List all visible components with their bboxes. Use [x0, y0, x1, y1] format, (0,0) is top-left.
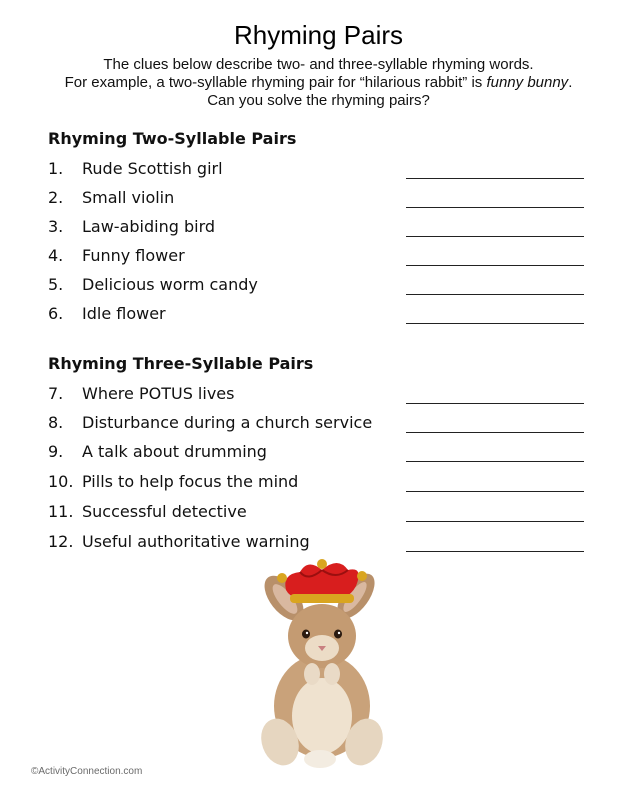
item-clue: Law-abiding bird: [82, 217, 216, 236]
jester-hat-band: [290, 594, 354, 603]
item-number: 11.: [48, 502, 74, 521]
answer-line[interactable]: [406, 491, 584, 492]
answer-line[interactable]: [406, 551, 584, 552]
list-item: [48, 442, 588, 466]
item-number: 7.: [48, 384, 64, 403]
item-clue: A talk about drumming: [82, 442, 267, 461]
bunny-paw-right: [324, 663, 340, 685]
intro-line-2-suffix: .: [568, 74, 573, 91]
item-number: 5.: [48, 275, 64, 294]
item-clue: Delicious worm candy: [82, 275, 258, 294]
list-item: [48, 304, 588, 328]
list-item: [48, 246, 588, 270]
item-number: 10.: [48, 472, 74, 491]
answer-line[interactable]: [406, 461, 584, 462]
jester-hat-bell-right: [357, 571, 367, 581]
answer-line[interactable]: [406, 521, 584, 522]
intro-example: funny bunny: [486, 74, 569, 91]
bunny-eye-right: [334, 630, 342, 639]
item-clue: Small violin: [82, 188, 175, 207]
answer-line[interactable]: [406, 432, 584, 433]
item-number: 2.: [48, 188, 64, 207]
list-item: [48, 472, 588, 496]
item-clue: Successful detective: [82, 502, 247, 521]
section-heading-two-syllable: Rhyming Two-Syllable Pairs: [48, 129, 297, 148]
item-number: 4.: [48, 246, 64, 265]
jester-hat-bell-left: [277, 573, 287, 583]
list-item: [48, 502, 588, 526]
bunny-tail: [304, 750, 336, 768]
answer-line[interactable]: [406, 178, 584, 179]
item-number: 12.: [48, 532, 74, 551]
intro-text: [0, 56, 637, 110]
list-item: [48, 217, 588, 241]
item-clue: Where POTUS lives: [82, 384, 235, 403]
item-number: 6.: [48, 304, 64, 323]
bunny-with-jester-hat-icon: [252, 556, 392, 770]
intro-line-2-prefix: For example, a two-syllable rhyming pair for “hilarious rabbit” is: [64, 74, 487, 91]
answer-line[interactable]: [406, 236, 584, 237]
intro-line-2: [0, 74, 637, 92]
answer-line[interactable]: [406, 207, 584, 208]
answer-line[interactable]: [406, 294, 584, 295]
answer-line[interactable]: [406, 323, 584, 324]
item-clue: Idle flower: [82, 304, 166, 323]
jester-hat-bell-center: [317, 559, 327, 569]
intro-line-1: The clues below describe two- and three-syllable rhyming words.: [103, 56, 534, 73]
item-number: 8.: [48, 413, 64, 432]
item-clue: Funny flower: [82, 246, 185, 265]
list-item: [48, 188, 588, 212]
bunny-paw-left: [304, 663, 320, 685]
copyright-text: ©ActivityConnection.com: [31, 766, 143, 777]
item-clue: Rude Scottish girl: [82, 159, 223, 178]
item-clue: Disturbance during a church service: [82, 413, 373, 432]
list-item: [48, 384, 588, 408]
answer-line[interactable]: [406, 265, 584, 266]
intro-line-3: Can you solve the rhyming pairs?: [207, 92, 430, 109]
list-item: [48, 159, 588, 183]
answer-line[interactable]: [406, 403, 584, 404]
item-number: 3.: [48, 217, 64, 236]
list-item: [48, 413, 588, 437]
item-clue: Pills to help focus the mind: [82, 472, 299, 491]
page-title: Rhyming Pairs: [233, 20, 404, 50]
item-number: 9.: [48, 442, 64, 461]
item-number: 1.: [48, 159, 64, 178]
section-heading-three-syllable: Rhyming Three-Syllable Pairs: [48, 354, 314, 373]
bunny-illustration: [252, 556, 392, 770]
item-clue: Useful authoritative warning: [82, 532, 310, 551]
list-item: [48, 275, 588, 299]
list-item: [48, 532, 588, 556]
bunny-eye-left: [302, 630, 310, 639]
